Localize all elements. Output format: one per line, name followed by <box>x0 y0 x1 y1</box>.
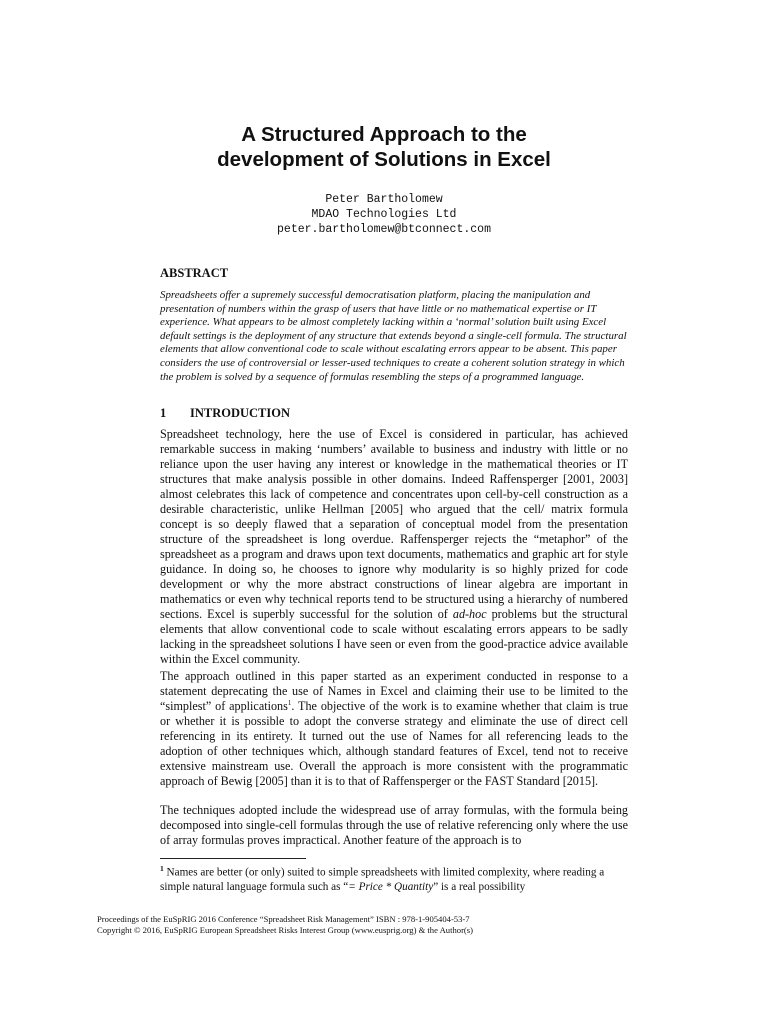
footnote-divider <box>160 858 306 859</box>
intro-paragraph-3: The techniques adopted include the widespread use of array formulas, with the formula being decomposed into single-cell formulas through the use of relative referencing only where the use of array formulas proves impractical. Another feature of the approach is to <box>160 803 628 847</box>
author-affiliation: MDAO Technologies Ltd <box>311 208 457 221</box>
intro-p1-emphasis: ad-hoc <box>452 607 487 621</box>
intro-p2-part-a: The approach outlined in this paper started as an experiment conducted in response to a statement deprecating the use of Names in Excel and claiming their use to be limited to the “simplest” of applications <box>160 669 628 713</box>
intro-paragraph-1 <box>160 427 628 667</box>
paper-title <box>0 122 768 172</box>
section-title: INTRODUCTION <box>190 406 291 420</box>
section-heading-introduction <box>160 406 290 421</box>
section-number: 1 <box>160 406 167 420</box>
footnote-ref: 1 <box>287 698 292 707</box>
author-block <box>0 192 768 237</box>
abstract-text: Spreadsheets offer a supremely successful democratisation platform, placing the manipulation and presentation of numbers within the grasp of users that have little or no mathematical expertise or IT experience. What appears to be almost completely lacking within a ‘normal’ solution built using Excel default settings is the deployment of any structure that extends beyond a single-cell formula. The structural elements that allow conventional code to scale without escalating errors appear to be absent. This paper considers the use of controversial or lesser-used techniques to create a coherent solution strategy in which the problem is solved by a sequence of formulas resembling the steps of a programmed language. <box>160 289 627 383</box>
footnote-text-b: ” is a real possibility <box>433 880 526 893</box>
footnote <box>160 862 628 894</box>
footer-proceedings: Proceedings of the EuSpRIG 2016 Conference “Spreadsheet Risk Management” ISBN : 978-1-905404-53-7 <box>97 914 470 924</box>
footnote-marker: 1 <box>160 864 164 873</box>
author-email: peter.bartholomew@btconnect.com <box>277 223 491 236</box>
intro-p1-part-a: Spreadsheet technology, here the use of Excel is considered in particular, has achieved remarkable success in making ‘numbers’ available to business and industry with little or no reliance upon the user having any interest or knowledge in the mathematical theories or IT structures that make analysis possible in other domains. Indeed Raffensperger [2001, 2003] almost celebrates this lack of competence and concentrates upon cell-by-cell construction as a desirable characteristic, unlike Hellman [2005] who argued that the cell/ matrix formula concept is so deeply flawed that a separation of conceptual model from the presentation structure of the spreadsheet is long overdue. Raffensperger rejects the “metaphor” of the spreadsheet as a program and draws upon text documents, mathematics and graphic art for style guidance. In doing so, he chooses to ignore why modularity is so highly prized for code development or why the more abstract constructions of linear algebra are important in mathematics or even why technical reports tend to be structured using a hierarchy of numbered sections. Excel is superbly successful for the solution of <box>160 427 628 621</box>
title-line-2: development of Solutions in Excel <box>217 148 551 171</box>
intro-p2-part-b: . The objective of the work is to examine whether that claim is true or whether it is possible to adopt the converse strategy and eliminate the use of direct cell referencing in its entirety. It turned out the use of Names for all referencing leads to the adoption of other techniques which, although standard features of Excel, tend not to receive extensive mainstream use. Overall the approach is more consistent with the programmatic approach of Bewig [2005] than it is to that of Raffensperger or the FAST Standard [2015]. <box>160 699 628 788</box>
page-footer <box>97 914 657 936</box>
title-line-1: A Structured Approach to the <box>241 123 527 146</box>
intro-paragraph-2 <box>160 669 628 789</box>
intro-p1-part-b: problems but the structural elements that allow conventional code to scale without escalating errors appears to be sadly lacking in the spreadsheet solutions I have seen or even from the good-practice advice available within the Excel community. <box>160 607 628 666</box>
footnote-formula: = Price * Quantity <box>348 880 434 893</box>
abstract-heading: ABSTRACT <box>160 266 229 280</box>
footnote-text-a: Names are better (or only) suited to simple spreadsheets with limited complexity, where reading a simple natural language formula such as “ <box>160 866 605 893</box>
author-name: Peter Bartholomew <box>325 193 443 206</box>
footer-copyright: Copyright © 2016, EuSpRIG European Spreadsheet Risks Interest Group (www.eusprig.org) & the Author(s) <box>97 925 474 935</box>
